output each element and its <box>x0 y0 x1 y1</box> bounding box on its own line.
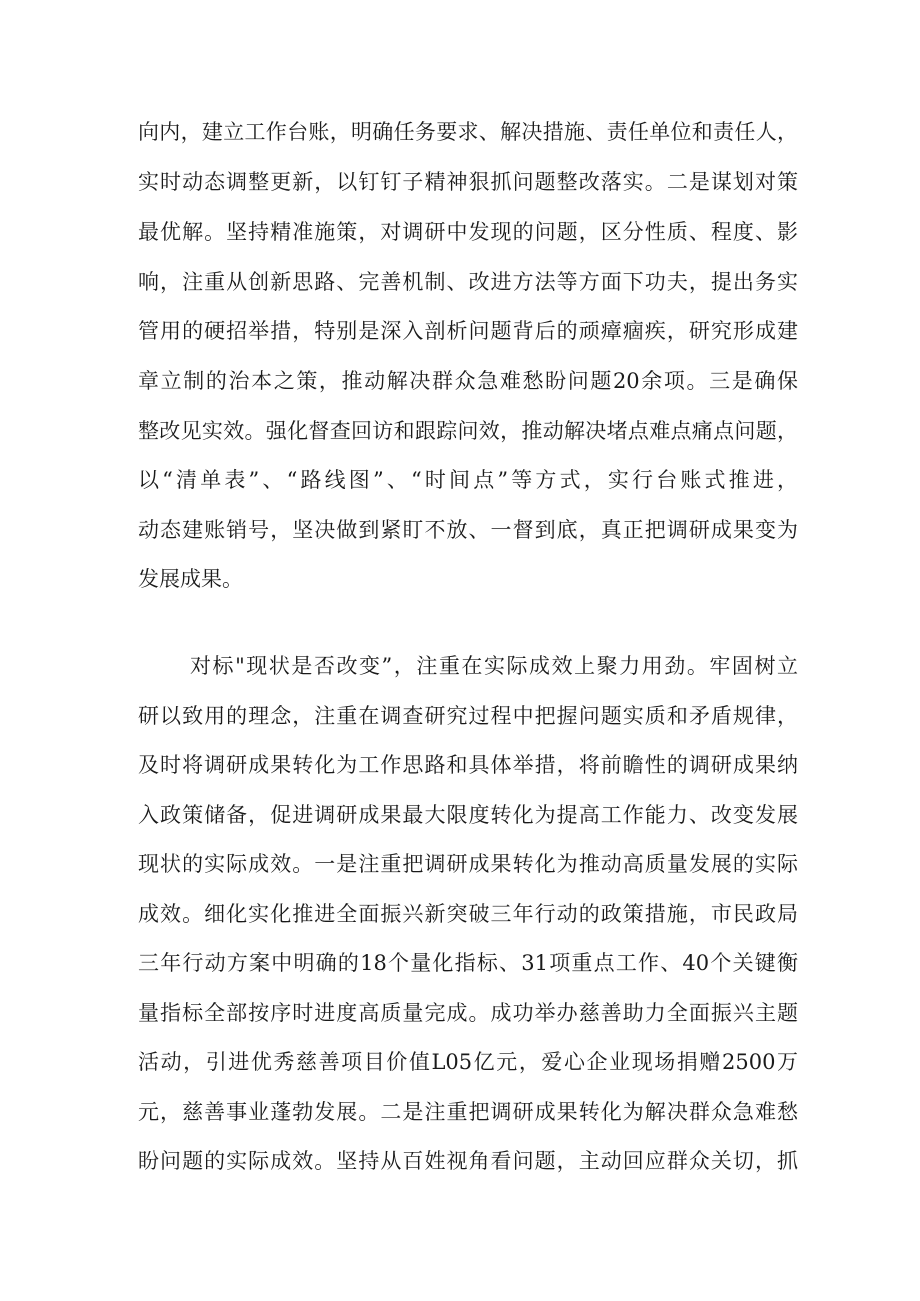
paragraph-line: 整改见实效。强化督查回访和跟踪问效，推动解决堵点难点痛点问题， <box>138 419 798 443</box>
paragraph-line: 章立制的治本之策，推动解决群众急难愁盼问题20余项。三是确保 <box>138 369 798 393</box>
paragraph-line: 向内，建立工作台账，明确任务要求、解决措施、责任单位和责任人， <box>138 120 798 144</box>
paragraph-line: 成效。细化实化推进全面振兴新突破三年行动的政策措施，市民政局 <box>138 902 798 926</box>
paragraph-line: 量指标全部按序时进度高质量完成。成功举办慈善助力全面振兴主题 <box>138 1001 798 1025</box>
paragraph-line: 三年行动方案中明确的18个量化指标、31项重点工作、40个关键衡 <box>138 951 798 975</box>
paragraph-line: 以“清单表”、“路线图”、“时间点”等方式，实行台账式推进， <box>138 468 798 492</box>
paragraph-line: 盼问题的实际成效。坚持从百姓视角看问题，主动回应群众关切，抓 <box>138 1149 798 1173</box>
paragraph-line: 动态建账销号，坚决做到紧盯不放、一督到底，真正把调研成果变为 <box>138 518 798 542</box>
paragraph-line: 最优解。坚持精准施策，对调研中发现的问题，区分性质、程度、影 <box>138 220 798 244</box>
paragraph-line: 对标"现状是否改变”，注重在实际成效上聚力用劲。牢固树立 <box>190 654 798 678</box>
paragraph-line: 活动，引进优秀慈善项目价值L05亿元，爱心企业现场捐赠2500万 <box>138 1050 798 1074</box>
paragraph-line: 发展成果。 <box>138 567 243 591</box>
paragraph-line: 响，注重从创新思路、完善机制、改进方法等方面下功夫，提出务实 <box>138 270 798 294</box>
paragraph-line: 元，慈善事业蓬勃发展。二是注重把调研成果转化为解决群众急难愁 <box>138 1100 798 1124</box>
paragraph-line: 实时动态调整更新，以钉钉子精神狠抓问题整改落实。二是谋划对策 <box>138 170 798 194</box>
paragraph-line: 现状的实际成效。一是注重把调研成果转化为推动高质量发展的实际 <box>138 852 798 876</box>
paragraph-line: 入政策储备，促进调研成果最大限度转化为提高工作能力、改变发展 <box>138 803 798 827</box>
paragraph-line: 管用的硬招举措，特别是深入剖析问题背后的顽瘴痼疾，研究形成建 <box>138 319 798 343</box>
paragraph-line: 及时将调研成果转化为工作思路和具体举措，将前瞻性的调研成果纳 <box>138 753 798 777</box>
paragraph-line: 研以致用的理念，注重在调查研究过程中把握问题实质和矛盾规律， <box>138 704 798 728</box>
